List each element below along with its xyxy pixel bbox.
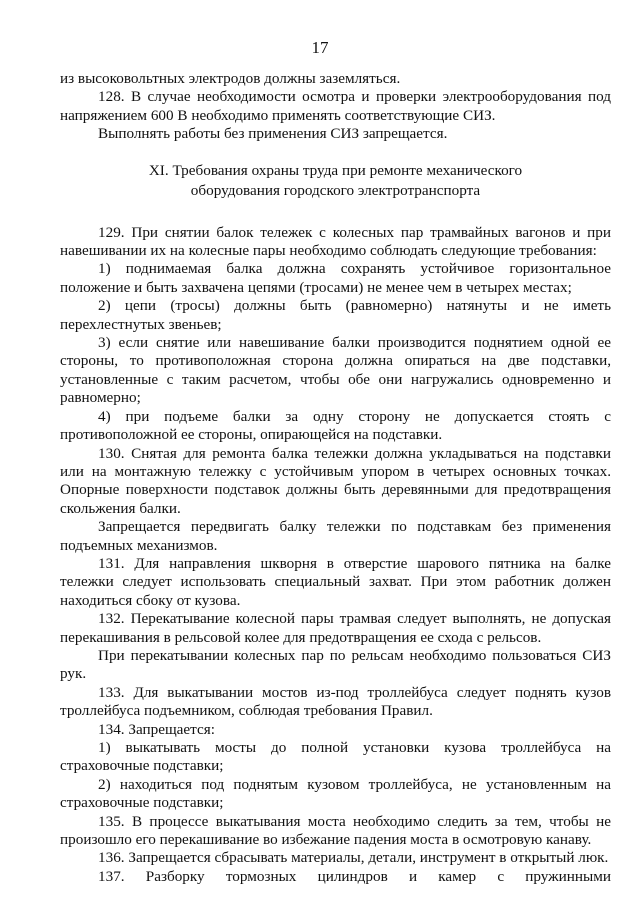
list-item-129-4: 4) при подъеме балки за одну сторону не допускается стоять с противоположной ее стороны, опирающейся на подставки. [60, 407, 611, 444]
paragraph-136: 136. Запрещается сбрасывать материалы, детали, инструмент в открытый люк. [98, 849, 609, 867]
section-heading-line-2: оборудования городского электротранспорта [190, 181, 481, 199]
page-number: 17 [311, 38, 329, 57]
paragraph-132: 132. Перекатывание колесной пары трамвая следует выполнять, не допуская перекашивания в рельсовой колее для предотвращения ее схода с рельсов. [60, 610, 611, 646]
paragraph-135: 135. В процессе выкатывания моста необходимо следить за тем, чтобы не произошло его перекашивание во избежание падения моста в осмотровую канаву. [60, 812, 611, 849]
paragraph-129: 129. При снятии балок тележек с колесных пар трамвайных вагонов и при навешивании их на колесные пары необходимо соблюдать следующие требования: [60, 223, 611, 260]
list-item-134-1: 1) выкатывать мосты до полной установки кузова троллейбуса на страховочные подставки; [60, 739, 611, 775]
paragraph-134: 134. Запрещается: [98, 720, 215, 738]
list-item-129-1: 1) поднимаемая балка должна сохранять устойчивое горизонтальное положение и быть захвачена цепями (тросами) не менее чем в четырех местах; [60, 260, 611, 296]
paragraph-133: 133. Для выкатывании мостов из-под троллейбуса следует поднять кузов троллейбуса подъемником, соблюдая требования Правил. [60, 683, 611, 720]
paragraph-siz-prohibition: Выполнять работы без применения СИЗ запрещается. [98, 125, 448, 143]
section-heading-line-1: XI. Требования охраны труда при ремонте механического [148, 161, 523, 179]
section-heading [60, 161, 611, 201]
list-item-129-3: 3) если снятие или навешивание балки производится поднятием одной ее стороны, то противоположная сторона должна опираться на две подставки, установленные с таким расчетом, чтобы обе они нагружались одновременно и равномерно; [60, 334, 611, 407]
paragraph-132-siz: При перекатывании колесных пар по рельсам необходимо пользоваться СИЗ рук. [60, 646, 611, 683]
list-item-134-2: 2) находиться под поднятым кузовом троллейбуса, не установленным на страховочные подставки; [60, 775, 611, 812]
paragraph-130-prohibition: Запрещается передвигать балку тележки по подставкам без применения подъемных механизмов. [60, 518, 611, 554]
paragraph-137: 137. Разборку тормозных цилиндров и камер с пружинными [98, 867, 611, 885]
paragraph-131: 131. Для направления шкворня в отверстие шарового пятника на балке тележки следует использовать специальный захват. При этом работник должен находиться сбоку от кузова. [60, 554, 611, 609]
paragraph-130: 130. Снятая для ремонта балка тележки должна укладываться на подставки или на монтажную тележку с устойчивым упором в четырех основных точках. Опорные поверхности подставок должны быть деревянными для предотвращения скольжения балки. [60, 444, 611, 517]
paragraph-continuation: из высоковольтных электродов должны заземляться. [60, 70, 401, 87]
list-item-129-2: 2) цепи (тросы) должны быть (равномерно) натянуты и не иметь перехлестнутых звеньев; [60, 297, 611, 333]
paragraph-128: 128. В случае необходимости осмотра и проверки электрооборудования под напряжением 600 В необходимо применять соответствующие СИЗ. [60, 88, 611, 124]
document-body [60, 70, 611, 886]
